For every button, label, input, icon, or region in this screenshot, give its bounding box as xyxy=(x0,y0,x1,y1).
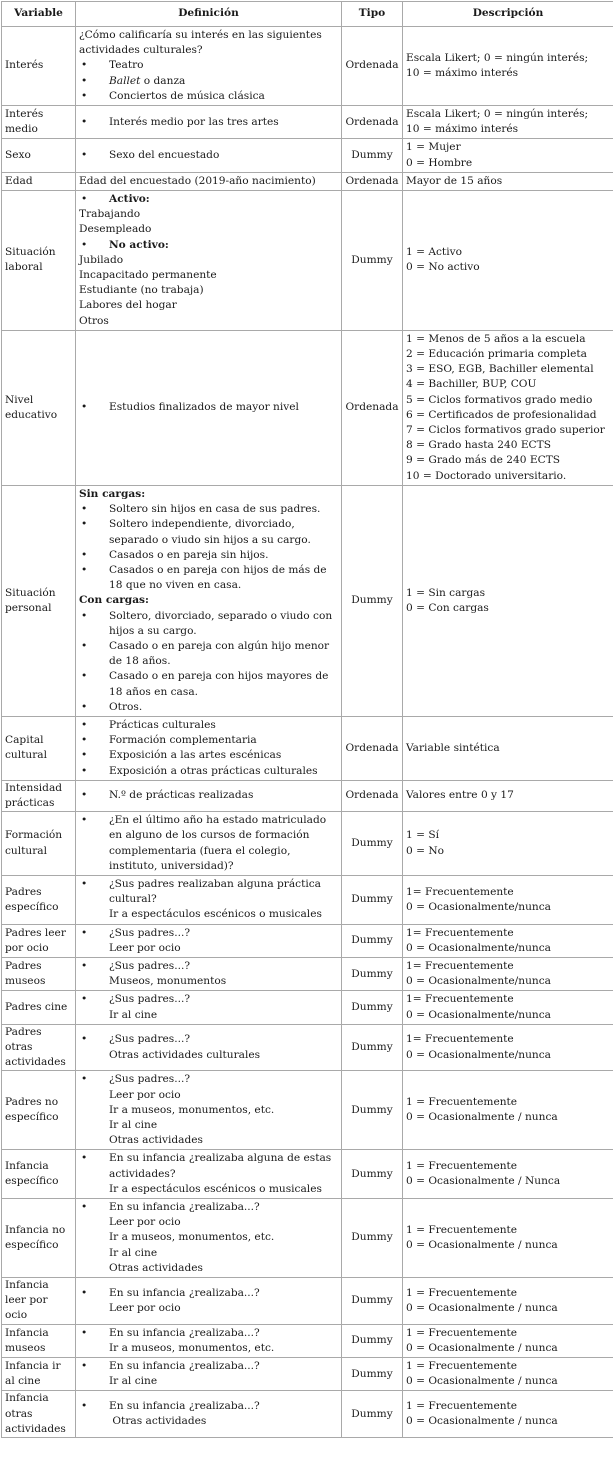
cell-tipo: Dummy xyxy=(342,875,403,924)
bullet-text: Casado o en pareja con algún hijo menor de 18 años. xyxy=(109,639,338,669)
description-line: 1 = Frecuentemente xyxy=(406,1159,610,1174)
table-row xyxy=(2,139,613,172)
cell-descripcion xyxy=(403,957,613,990)
bullet-icon: • xyxy=(79,992,109,1007)
sub-item: Leer por ocio xyxy=(79,1215,338,1230)
cell-tipo: Dummy xyxy=(342,1024,403,1071)
sub-item: Ir al cine xyxy=(79,1246,338,1261)
description-line: 5 = Ciclos formativos grado medio xyxy=(406,393,610,408)
description-line: 1 = Frecuentemente xyxy=(406,1223,610,1238)
bullet-item xyxy=(79,788,338,803)
description-line: 10 = máximo interés xyxy=(406,66,610,81)
cell-definicion xyxy=(76,1150,342,1199)
sub-item: Ir al cine xyxy=(79,1118,338,1133)
bullet-text: Sexo del encuestado xyxy=(109,148,338,163)
cell-descripcion xyxy=(403,1324,613,1357)
table-row xyxy=(2,1391,613,1438)
cell-variable: Padres otras actividades xyxy=(2,1024,76,1071)
header-variable: Variable xyxy=(2,2,76,27)
table-row xyxy=(2,1278,613,1325)
cell-tipo: Dummy xyxy=(342,991,403,1024)
cell-definicion xyxy=(76,1391,342,1438)
cell-variable: Sexo xyxy=(2,139,76,172)
description-line: 4 = Bachiller, BUP, COU xyxy=(406,377,610,392)
cell-definicion xyxy=(76,191,342,331)
description-line: 1= Frecuentemente xyxy=(406,1032,610,1047)
cell-definicion xyxy=(76,1024,342,1071)
bullet-icon: • xyxy=(79,502,109,517)
bullet-text: Prácticas culturales xyxy=(109,718,338,733)
bullet-text: ¿Sus padres...? xyxy=(109,1032,338,1047)
cell-variable: Padres específico xyxy=(2,875,76,924)
cell-descripcion xyxy=(403,991,613,1024)
cell-definicion xyxy=(76,924,342,957)
bullet-item xyxy=(79,1032,338,1047)
cell-tipo: Dummy xyxy=(342,1071,403,1150)
bullet-item xyxy=(79,609,338,639)
description-line: 1 = Frecuentemente xyxy=(406,1326,610,1341)
cell-tipo: Ordenada xyxy=(342,330,403,485)
cell-variable: Infancia otras actividades xyxy=(2,1391,76,1438)
cell-descripcion xyxy=(403,1150,613,1199)
bullet-text: Casados o en pareja con hijos de más de 18 que no viven en casa. xyxy=(109,563,338,593)
cell-descripcion xyxy=(403,106,613,139)
bullet-icon: • xyxy=(79,115,109,130)
bullet-icon: • xyxy=(79,563,109,578)
bullet-icon: • xyxy=(79,718,109,733)
bullet-text: ¿Sus padres...? xyxy=(109,959,338,974)
description-line: 8 = Grado hasta 240 ECTS xyxy=(406,438,610,453)
description-line: 1= Frecuentemente xyxy=(406,992,610,1007)
table-row xyxy=(2,191,613,331)
table-row xyxy=(2,1199,613,1278)
cell-tipo: Ordenada xyxy=(342,27,403,106)
bullet-icon: • xyxy=(79,926,109,941)
cell-variable: Nivel educativo xyxy=(2,330,76,485)
definition-text: Otros xyxy=(79,314,338,329)
bullet-text: En su infancia ¿realizaba...? xyxy=(109,1359,338,1374)
cell-tipo: Ordenada xyxy=(342,780,403,811)
cell-descripcion xyxy=(403,485,613,716)
definition-text: Edad del encuestado (2019-año nacimiento) xyxy=(79,174,338,189)
bullet-text: N.º de prácticas realizadas xyxy=(109,788,338,803)
bullet-item xyxy=(79,1200,338,1215)
cell-descripcion xyxy=(403,1199,613,1278)
cell-variable: Infancia no específico xyxy=(2,1199,76,1278)
description-line: Mayor de 15 años xyxy=(406,174,610,189)
bullet-item xyxy=(79,992,338,1007)
bullet-text: En su infancia ¿realizaba...? xyxy=(109,1326,338,1341)
cell-definicion xyxy=(76,106,342,139)
description-line: 0 = Ocasionalmente / nunca xyxy=(406,1301,610,1316)
cell-definicion xyxy=(76,812,342,876)
bullet-text: No activo: xyxy=(109,238,338,253)
bullet-item xyxy=(79,1151,338,1181)
sub-item: Leer por ocio xyxy=(79,941,338,956)
sub-item: Ir a espectáculos escénicos o musicales xyxy=(79,907,338,922)
bullet-icon: • xyxy=(79,238,109,253)
cell-descripcion xyxy=(403,330,613,485)
cell-definicion xyxy=(76,780,342,811)
cell-tipo: Dummy xyxy=(342,1358,403,1391)
bullet-item xyxy=(79,89,338,104)
cell-variable: Edad xyxy=(2,172,76,190)
bullet-text: Soltero, divorciado, separado o viudo con hijos a su cargo. xyxy=(109,609,338,639)
table-row xyxy=(2,1324,613,1357)
description-line: 1= Frecuentemente xyxy=(406,959,610,974)
cell-variable: Infancia ir al cine xyxy=(2,1358,76,1391)
sub-item: Ir a museos, monumentos, etc. xyxy=(79,1103,338,1118)
bullet-text: En su infancia ¿realizaba...? xyxy=(109,1286,338,1301)
bullet-icon: • xyxy=(79,813,109,828)
cell-descripcion xyxy=(403,191,613,331)
description-line: 1 = Frecuentemente xyxy=(406,1399,610,1414)
table-row xyxy=(2,924,613,957)
cell-descripcion xyxy=(403,27,613,106)
cell-descripcion xyxy=(403,1358,613,1391)
definition-text: Desempleado xyxy=(79,222,338,237)
cell-descripcion xyxy=(403,875,613,924)
bullet-text: ¿Sus padres...? xyxy=(109,926,338,941)
description-line: 7 = Ciclos formativos grado superior xyxy=(406,423,610,438)
cell-tipo: Dummy xyxy=(342,812,403,876)
cell-descripcion xyxy=(403,780,613,811)
description-line: 6 = Certificados de profesionalidad xyxy=(406,408,610,423)
bullet-icon: • xyxy=(79,517,109,532)
description-line: Variable sintética xyxy=(406,741,610,756)
cell-definicion xyxy=(76,991,342,1024)
cell-descripcion xyxy=(403,1024,613,1071)
bullet-icon: • xyxy=(79,192,109,207)
cell-tipo: Ordenada xyxy=(342,172,403,190)
cell-definicion xyxy=(76,716,342,780)
description-line: 1 = Sí xyxy=(406,828,610,843)
bullet-text: Conciertos de música clásica xyxy=(109,89,338,104)
cell-variable: Formación cultural xyxy=(2,812,76,876)
definition-text: Incapacitado permanente xyxy=(79,268,338,283)
bullet-text: Estudios finalizados de mayor nivel xyxy=(109,400,338,415)
cell-tipo: Dummy xyxy=(342,924,403,957)
table-row xyxy=(2,812,613,876)
description-line: 0 = Ocasionalmente/nunca xyxy=(406,900,610,915)
bullet-item xyxy=(79,639,338,669)
sub-item: Ir al cine xyxy=(79,1008,338,1023)
table-row xyxy=(2,1150,613,1199)
description-line: Valores entre 0 y 17 xyxy=(406,788,610,803)
cell-definicion xyxy=(76,27,342,106)
description-line: 0 = Ocasionalmente / nunca xyxy=(406,1374,610,1389)
bullet-icon: • xyxy=(79,700,109,715)
italic-term: Ballet xyxy=(109,75,140,87)
cell-tipo: Dummy xyxy=(342,191,403,331)
description-line: 0 = No xyxy=(406,844,610,859)
cell-tipo: Dummy xyxy=(342,957,403,990)
header-tipo: Tipo xyxy=(342,2,403,27)
cell-definicion xyxy=(76,139,342,172)
cell-tipo: Dummy xyxy=(342,139,403,172)
bullet-icon: • xyxy=(79,639,109,654)
bullet-item xyxy=(79,1359,338,1374)
bullet-item xyxy=(79,238,338,253)
bullet-icon: • xyxy=(79,1326,109,1341)
cell-tipo: Ordenada xyxy=(342,106,403,139)
bullet-item xyxy=(79,813,338,874)
bullet-item xyxy=(79,733,338,748)
bullet-icon: • xyxy=(79,1200,109,1215)
cell-variable: Padres cine xyxy=(2,991,76,1024)
description-line: 0 = Ocasionalmente / nunca xyxy=(406,1238,610,1253)
bullet-item xyxy=(79,517,338,547)
cell-definicion xyxy=(76,1358,342,1391)
cell-definicion xyxy=(76,1278,342,1325)
cell-tipo: Dummy xyxy=(342,485,403,716)
description-line: 1 = Frecuentemente xyxy=(406,1286,610,1301)
bullet-item xyxy=(79,502,338,517)
bullet-item xyxy=(79,115,338,130)
description-line: 0 = Ocasionalmente/nunca xyxy=(406,1048,610,1063)
cell-descripcion xyxy=(403,1278,613,1325)
definition-text: Con cargas: xyxy=(79,593,338,608)
description-line: 0 = Ocasionalmente/nunca xyxy=(406,974,610,989)
table-row xyxy=(2,106,613,139)
bullet-item xyxy=(79,192,338,207)
description-line: 10 = máximo interés xyxy=(406,122,610,137)
sub-item: Otras actividades culturales xyxy=(79,1048,338,1063)
table-row xyxy=(2,172,613,190)
table-row xyxy=(2,780,613,811)
bullet-icon: • xyxy=(79,1286,109,1301)
bullet-text: En su infancia ¿realizaba...? xyxy=(109,1399,338,1414)
bullet-icon: • xyxy=(79,748,109,763)
cell-variable: Intensidad prácticas xyxy=(2,780,76,811)
cell-descripcion xyxy=(403,924,613,957)
table-row xyxy=(2,1358,613,1391)
definition-text: Trabajando xyxy=(79,207,338,222)
cell-variable: Infancia específico xyxy=(2,1150,76,1199)
description-line: 10 = Doctorado universitario. xyxy=(406,469,610,484)
bullet-text: Teatro xyxy=(109,58,338,73)
description-line: 0 = Ocasionalmente / nunca xyxy=(406,1110,610,1125)
cell-descripcion xyxy=(403,812,613,876)
cell-tipo: Dummy xyxy=(342,1199,403,1278)
table-header-row xyxy=(2,2,613,27)
bullet-text: En su infancia ¿realizaba...? xyxy=(109,1200,338,1215)
definition-text: Sin cargas: xyxy=(79,487,338,502)
definition-text: ¿Cómo calificaría su interés en las siguientes actividades culturales? xyxy=(79,28,338,58)
cell-definicion xyxy=(76,172,342,190)
bullet-icon: • xyxy=(79,148,109,163)
description-line: 1 = Frecuentemente xyxy=(406,1359,610,1374)
bullet-text: Activo: xyxy=(109,192,338,207)
description-line: 0 = Hombre xyxy=(406,156,610,171)
cell-definicion xyxy=(76,1071,342,1150)
bullet-item xyxy=(79,74,338,89)
bullet-text-rest: o danza xyxy=(140,75,185,87)
cell-definicion xyxy=(76,875,342,924)
description-line: 1 = Activo xyxy=(406,245,610,260)
bullet-item xyxy=(79,548,338,563)
cell-tipo: Dummy xyxy=(342,1150,403,1199)
cell-definicion xyxy=(76,330,342,485)
description-line: 1= Frecuentemente xyxy=(406,885,610,900)
description-line: 0 = Ocasionalmente / nunca xyxy=(406,1414,610,1429)
cell-tipo: Dummy xyxy=(342,1324,403,1357)
bullet-icon: • xyxy=(79,609,109,624)
cell-variable: Interés medio xyxy=(2,106,76,139)
bullet-item xyxy=(79,748,338,763)
table-row xyxy=(2,1071,613,1150)
cell-definicion xyxy=(76,957,342,990)
bullet-text: Casados o en pareja sin hijos. xyxy=(109,548,338,563)
table-row xyxy=(2,1024,613,1071)
bullet-item xyxy=(79,400,338,415)
cell-descripcion xyxy=(403,1391,613,1438)
sub-item: Leer por ocio xyxy=(79,1301,338,1316)
bullet-icon: • xyxy=(79,548,109,563)
bullet-item xyxy=(79,1326,338,1341)
bullet-item xyxy=(79,1286,338,1301)
description-line: 3 = ESO, EGB, Bachiller elemental xyxy=(406,362,610,377)
table-row xyxy=(2,957,613,990)
cell-tipo: Dummy xyxy=(342,1278,403,1325)
description-line: 0 = Ocasionalmente/nunca xyxy=(406,1008,610,1023)
definition-text: Labores del hogar xyxy=(79,298,338,313)
bullet-text: Soltero sin hijos en casa de sus padres. xyxy=(109,502,338,517)
bullet-text: ¿Sus padres...? xyxy=(109,1072,338,1087)
bullet-icon: • xyxy=(79,669,109,684)
bullet-item xyxy=(79,669,338,699)
cell-definicion xyxy=(76,485,342,716)
cell-variable: Padres leer por ocio xyxy=(2,924,76,957)
description-line: 2 = Educación primaria completa xyxy=(406,347,610,362)
bullet-text: Interés medio por las tres artes xyxy=(109,115,338,130)
table-row xyxy=(2,330,613,485)
cell-variable: Situación personal xyxy=(2,485,76,716)
bullet-icon: • xyxy=(79,788,109,803)
description-line: 9 = Grado más de 240 ECTS xyxy=(406,453,610,468)
bullet-icon: • xyxy=(79,74,109,89)
table-row xyxy=(2,875,613,924)
bullet-icon: • xyxy=(79,400,109,415)
cell-variable: Infancia museos xyxy=(2,1324,76,1357)
description-line: 1 = Menos de 5 años a la escuela xyxy=(406,332,610,347)
bullet-item xyxy=(79,148,338,163)
cell-variable: Padres no específico xyxy=(2,1071,76,1150)
bullet-text: ¿Sus padres realizaban alguna práctica cultural? xyxy=(109,877,338,907)
description-line: 1= Frecuentemente xyxy=(406,926,610,941)
cell-variable: Padres museos xyxy=(2,957,76,990)
bullet-text: Soltero independiente, divorciado, separado o viudo sin hijos a su cargo. xyxy=(109,517,338,547)
sub-item: Otras actividades xyxy=(79,1414,338,1429)
bullet-item xyxy=(79,1072,338,1087)
sub-item: Ir al cine xyxy=(79,1374,338,1389)
cell-definicion xyxy=(76,1199,342,1278)
bullet-item xyxy=(79,58,338,73)
cell-variable: Infancia leer por ocio xyxy=(2,1278,76,1325)
bullet-icon: • xyxy=(79,58,109,73)
bullet-text: Exposición a otras prácticas culturales xyxy=(109,764,338,779)
table-row xyxy=(2,991,613,1024)
variables-table xyxy=(1,1,613,1438)
cell-variable: Capital cultural xyxy=(2,716,76,780)
cell-variable: Interés xyxy=(2,27,76,106)
bullet-item xyxy=(79,700,338,715)
bullet-item xyxy=(79,563,338,593)
cell-descripcion xyxy=(403,716,613,780)
sub-item: Otras actividades xyxy=(79,1261,338,1276)
description-line: 0 = Ocasionalmente/nunca xyxy=(406,941,610,956)
description-line: 1 = Frecuentemente xyxy=(406,1095,610,1110)
cell-descripcion xyxy=(403,172,613,190)
cell-definicion xyxy=(76,1324,342,1357)
bullet-text: Exposición a las artes escénicas xyxy=(109,748,338,763)
table-body xyxy=(2,27,613,1438)
description-line: Escala Likert; 0 = ningún interés; xyxy=(406,51,610,66)
bullet-item xyxy=(79,764,338,779)
description-line: 0 = No activo xyxy=(406,260,610,275)
sub-item: Ir a espectáculos escénicos o musicales xyxy=(79,1182,338,1197)
table-row xyxy=(2,716,613,780)
cell-descripcion xyxy=(403,139,613,172)
bullet-item xyxy=(79,926,338,941)
bullet-icon: • xyxy=(79,1072,109,1087)
table-row xyxy=(2,27,613,106)
bullet-text: Otros. xyxy=(109,700,338,715)
sub-item: Ir a museos, monumentos, etc. xyxy=(79,1341,338,1356)
sub-item: Otras actividades xyxy=(79,1133,338,1148)
bullet-item xyxy=(79,877,338,907)
bullet-item xyxy=(79,718,338,733)
header-descripcion: Descripción xyxy=(403,2,613,27)
bullet-icon: • xyxy=(79,1399,109,1414)
table-row xyxy=(2,485,613,716)
cell-tipo: Ordenada xyxy=(342,716,403,780)
bullet-text xyxy=(109,74,338,89)
sub-item: Museos, monumentos xyxy=(79,974,338,989)
bullet-text: ¿En el último año ha estado matriculado en alguno de los cursos de formación complementaria (fuera el colegio, instituto, universidad)? xyxy=(109,813,338,874)
sub-item: Ir a museos, monumentos, etc. xyxy=(79,1230,338,1245)
bullet-icon: • xyxy=(79,1359,109,1374)
bullet-icon: • xyxy=(79,1032,109,1047)
description-line: Escala Likert; 0 = ningún interés; xyxy=(406,107,610,122)
bullet-icon: • xyxy=(79,877,109,892)
header-definicion: Definición xyxy=(76,2,342,27)
bullet-icon: • xyxy=(79,733,109,748)
cell-descripcion xyxy=(403,1071,613,1150)
cell-tipo: Dummy xyxy=(342,1391,403,1438)
description-line: 1 = Sin cargas xyxy=(406,586,610,601)
bullet-icon: • xyxy=(79,89,109,104)
description-line: 0 = Ocasionalmente / Nunca xyxy=(406,1174,610,1189)
bullet-item xyxy=(79,1399,338,1414)
cell-variable: Situación laboral xyxy=(2,191,76,331)
bullet-text: Casado o en pareja con hijos mayores de 18 años en casa. xyxy=(109,669,338,699)
sub-item: Leer por ocio xyxy=(79,1088,338,1103)
bullet-text: En su infancia ¿realizaba alguna de estas actividades? xyxy=(109,1151,338,1181)
bullet-item xyxy=(79,959,338,974)
definition-text: Estudiante (no trabaja) xyxy=(79,283,338,298)
bullet-icon: • xyxy=(79,959,109,974)
description-line: 0 = Con cargas xyxy=(406,601,610,616)
bullet-text: Formación complementaria xyxy=(109,733,338,748)
description-line: 1 = Mujer xyxy=(406,140,610,155)
bullet-icon: • xyxy=(79,764,109,779)
description-line: 0 = Ocasionalmente / nunca xyxy=(406,1341,610,1356)
bullet-text: ¿Sus padres...? xyxy=(109,992,338,1007)
bullet-icon: • xyxy=(79,1151,109,1166)
definition-text: Jubilado xyxy=(79,253,338,268)
